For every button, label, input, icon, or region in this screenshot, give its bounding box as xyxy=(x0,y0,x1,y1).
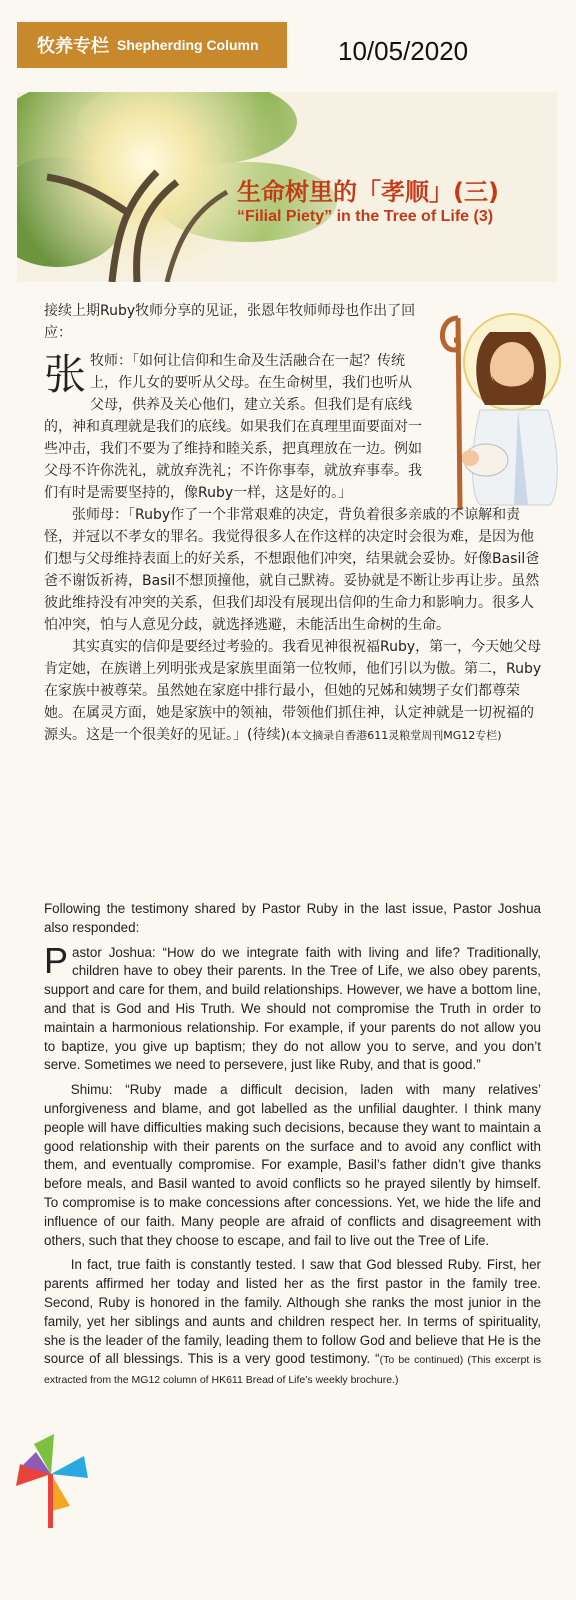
cn-source-note: (本文摘录自香港611灵粮堂周刊MG12专栏) xyxy=(285,729,502,742)
en-paragraph-1-text: astor Joshua: “How do we integrate faith with living and life? Traditionally, children have to obey their parents. In the Tree of Life, we also obey parents, support and care for them, and build relationships. However, we have a bottom line, and that is God and His Truth. We should not compromise the Truth in order to maintain a harmonious relationship. For example, if your parents do not allow you to baptize, you give up baptism; they do not allow you to serve, and you don’t serve. Sometimes we need to persevere, just like Ruby, and that is good.” xyxy=(44,944,541,1073)
issue-date: 10/05/2020 xyxy=(338,36,469,66)
title-en: “Filial Piety” in the Tree of Life (3) xyxy=(237,208,494,225)
en-intro: Following the testimony shared by Pastor Ruby in the last issue, Pastor Joshua also responded: xyxy=(44,901,541,935)
en-paragraph-1 xyxy=(44,939,541,1076)
en-continued-note: (To be continued) (This excerpt is extracted from the MG12 column of HK611 Bread of Life’s weekly brochure.) xyxy=(44,1354,541,1387)
column-header xyxy=(17,22,287,68)
cn-paragraph-3-text: 其实真实的信仰是要经过考验的。我看见神很祝福Ruby，第一，今天她父母肯定她，在族谱上列明张戎是家族里面第一位牧师，他们引以为傲。第二，Ruby在家族中被尊荣。虽然她在家庭中排行最小，但她的兄姊和姨甥子女们都尊荣她。在属灵方面，她是家族中的领袖，带领他们抓住神，认定神就是一切祝福的源头。这是一个很美好的见证。」(待续) xyxy=(44,639,542,743)
column-title-cn: 牧养专栏 xyxy=(37,36,109,57)
en-paragraph-2: Shimu: “Ruby made a difficult decision, laden with many relatives’ unforgiveness and blame, and got labelled as the unfilial daughter. I think many people will have difficulties making such decisions, because they want to maintain a good relationship with their parents on the surface and to avoid any conflict with them, and eventually compromise. For example, Basil’s father didn’t give thanks before meals, and Basil wanted to avoid conflicts so he prayed silently by himself. To compromise is to make concessions after concessions. Yet, we hide the life and influence of our faith. Many people are afraid of conflicts and disagreement with others, such that they choose to escape, and fail to live out the Tree of Life. xyxy=(44,1082,541,1248)
hero-banner xyxy=(17,92,557,282)
en-paragraph-3-text: In fact, true faith is constantly tested. I saw that God blessed Ruby. First, her parents affirmed her today and listed her as the first pastor in the family tree. Second, Ruby is honored in the family. Although she ranks the most junior in the family, yet her siblings and aunts and children respect her. In terms of spirituality, she is the leader of the family, leading them to follow God and believe that He is the source of all blessings. This is a very good testimony. “ xyxy=(44,1257,541,1367)
chinese-article xyxy=(44,300,544,747)
cn-dropcap: 张 xyxy=(44,350,87,399)
cn-paragraph-2: 张师母：「Ruby作了一个非常艰难的决定，背负着很多亲戚的不谅解和责怪，并冠以不孝女的罪名。我觉得很多人在作这样的决定时会很为难，是因为他们想与父母维持表面上的好关系，不想跟他们冲突，结果就会妥协。好像Basil爸爸不谢饭祈祷，Basil不想顶撞他，就自己默祷。妥协就是不断让步再让步。虽然彼此维持没有冲突的关系，但我们却没有展现出信仰的生命力和影响力。很多人怕冲突，怕与人意见分歧，就选择逃避，未能活出生命树的生命。 xyxy=(44,507,540,633)
column-title-en: Shepherding Column xyxy=(117,37,259,53)
cn-paragraph-1-text: 牧师：「如何让信仰和生命及生活融合在一起？传统上，作儿女的要听从父母。在生命树里，我们也听从父母，供养及关心他们，建立关系。但我们是有底线的，神和真理就是我们的底线。如果我们在真理里面要面对一些冲击，我们不要为了维持和睦关系，把真理放在一边。例如父母不许你洗礼，就放弃洗礼；不许你事奉，就放弃事奉。我们有时是需要坚持的，像Ruby一样，这是好的。」 xyxy=(44,353,422,501)
en-dropcap: P xyxy=(44,939,69,981)
cn-paragraph-3 xyxy=(44,636,544,747)
cn-paragraph-1 xyxy=(44,350,424,504)
english-article xyxy=(44,900,541,1396)
title-cn: 生命树里的「孝顺」(三) xyxy=(237,178,499,206)
church-logo xyxy=(14,1434,88,1528)
en-paragraph-3 xyxy=(44,1256,541,1390)
cn-intro: 接续上期Ruby牧师分享的见证，张恩年牧师师母也作出了回应： xyxy=(44,303,416,341)
